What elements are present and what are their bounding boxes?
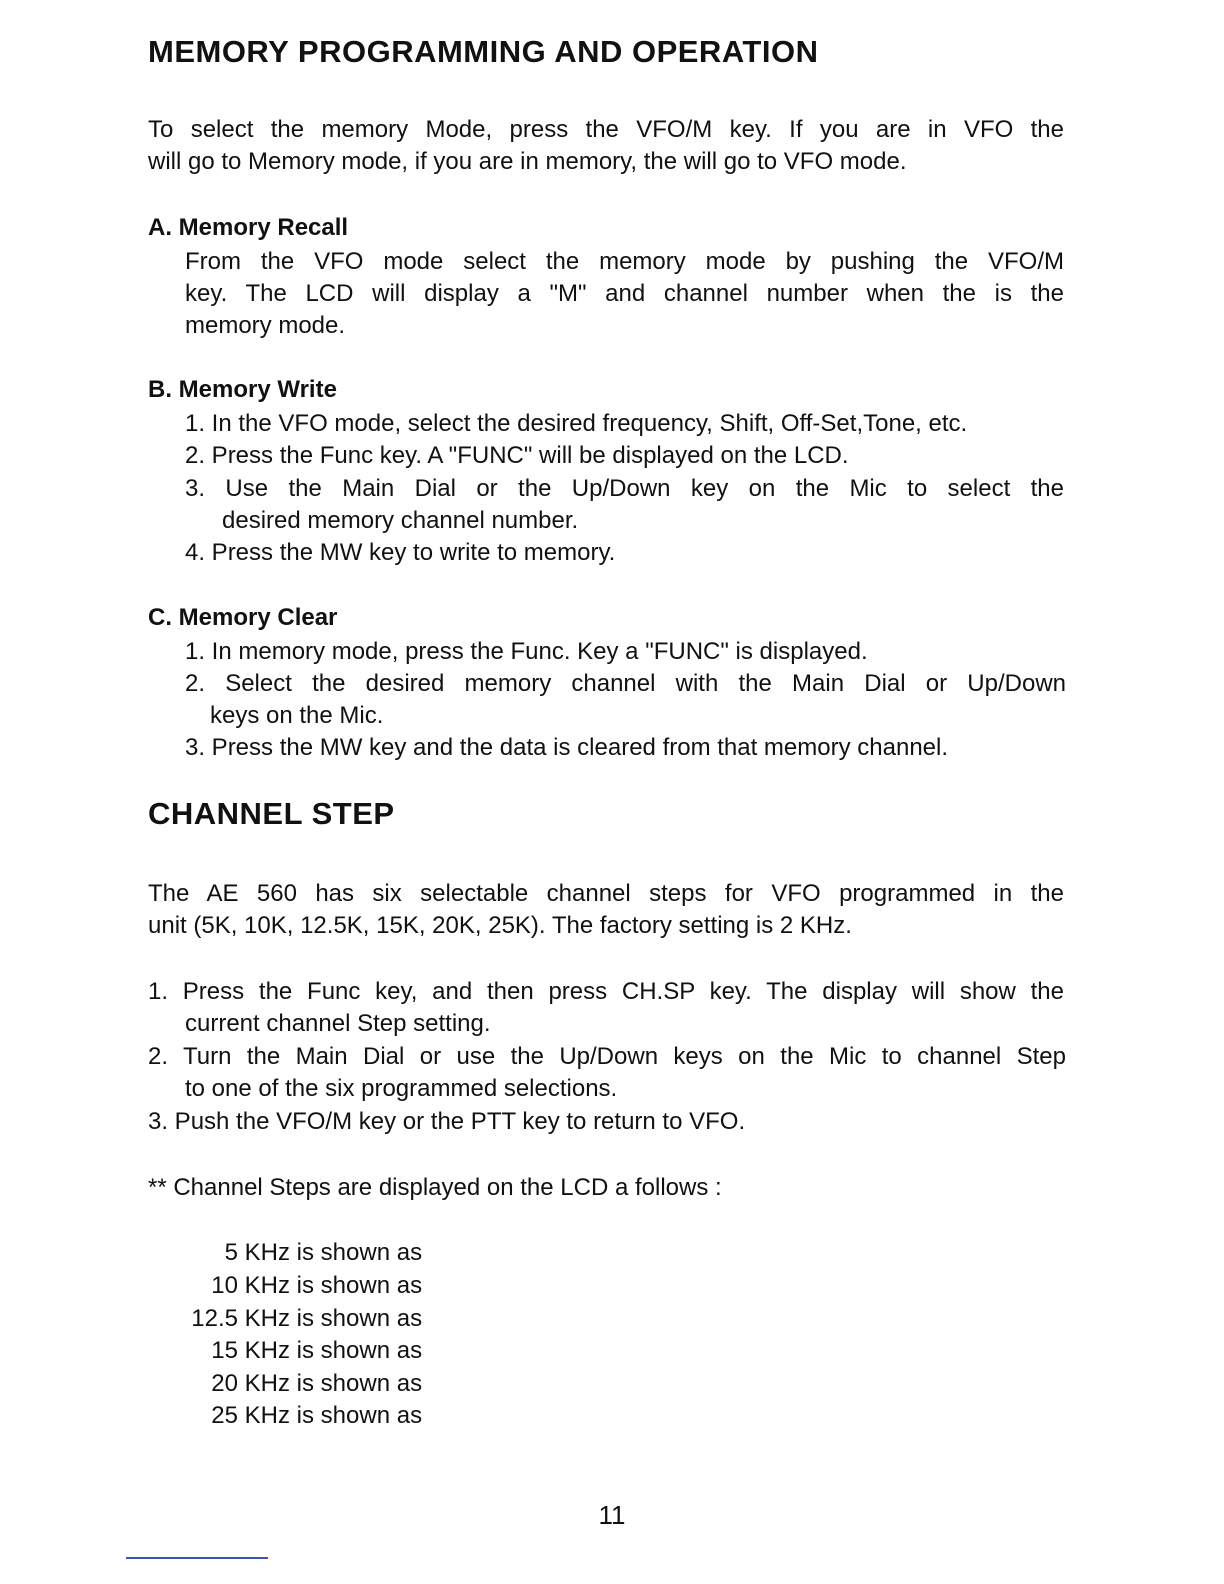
step-value: 20: [211, 1370, 238, 1397]
step-text: KHz is shown as: [244, 1272, 423, 1299]
step-text: KHz is shown as: [244, 1337, 423, 1364]
step-value: 15: [211, 1337, 238, 1364]
memory-write-step-3: 3. Use the Main Dial or the Up/Down key on the Mic to select the: [185, 475, 1064, 502]
step-value: 10: [211, 1272, 238, 1299]
channel-step-instruction-1-cont: current channel Step setting.: [185, 1010, 491, 1037]
step-text: KHz is shown as: [244, 1239, 423, 1266]
memory-clear-heading: C. Memory Clear: [148, 604, 338, 631]
memory-recall-line-3: memory mode.: [185, 312, 346, 339]
memory-write-step-4: 4. Press the MW key to write to memory.: [185, 539, 616, 566]
memory-clear-step-3: 3. Press the MW key and the data is cleared from that memory channel.: [185, 734, 949, 761]
channel-step-intro-line-1: The AE 560 has six selectable channel steps for VFO programmed in the: [148, 880, 1064, 907]
memory-intro-line-1: To select the memory Mode, press the VFO/M key. If you are in VFO the: [148, 116, 1064, 143]
step-value: 25: [211, 1402, 238, 1429]
page-number: 11: [598, 1500, 626, 1530]
channel-step-title: CHANNEL STEP: [148, 796, 395, 831]
memory-intro-line-2: will go to Memory mode, if you are in memory, the will go to VFO mode.: [148, 148, 907, 175]
step-table-row: [152, 1368, 422, 1400]
channel-step-note: ** Channel Steps are displayed on the LCD a follows :: [148, 1174, 722, 1201]
memory-recall-heading: A. Memory Recall: [148, 214, 349, 241]
memory-write-step-3-cont: desired memory channel number.: [222, 507, 579, 534]
channel-step-instruction-3: 3. Push the VFO/M key or the PTT key to return to VFO.: [148, 1108, 746, 1135]
memory-write-heading: B. Memory Write: [148, 376, 337, 403]
step-value: 5: [224, 1239, 238, 1266]
memory-recall-line-2: key. The LCD will display a "M" and channel number when the is the: [185, 280, 1064, 307]
channel-step-intro-line-2: unit (5K, 10K, 12.5K, 15K, 20K, 25K). The factory setting is 2 KHz.: [148, 912, 852, 939]
step-table-row: [152, 1335, 422, 1367]
memory-write-step-1: 1. In the VFO mode, select the desired frequency, Shift, Off-Set,Tone, etc.: [185, 410, 968, 437]
step-text: KHz is shown as: [244, 1305, 423, 1332]
channel-step-instruction-1: 1. Press the Func key, and then press CH.SP key. The display will show the: [148, 978, 1064, 1005]
memory-section-title: MEMORY PROGRAMMING AND OPERATION: [148, 34, 819, 69]
memory-clear-step-1: 1. In memory mode, press the Func. Key a "FUNC" is displayed.: [185, 638, 868, 665]
memory-clear-step-2-cont: keys on the Mic.: [210, 702, 384, 729]
memory-clear-step-2: 2. Select the desired memory channel with the Main Dial or Up/Down: [185, 670, 1066, 697]
channel-step-instruction-2: 2. Turn the Main Dial or use the Up/Down keys on the Mic to channel Step: [148, 1043, 1066, 1070]
step-table-row: [152, 1303, 422, 1335]
channel-step-instruction-2-cont: to one of the six programmed selections.: [185, 1075, 618, 1102]
step-table-row: [152, 1270, 422, 1302]
memory-recall-line-1: From the VFO mode select the memory mode by pushing the VFO/M: [185, 248, 1064, 275]
memory-write-step-2: 2. Press the Func key. A "FUNC" will be displayed on the LCD.: [185, 442, 849, 469]
step-value: 12.5: [191, 1305, 238, 1332]
footer-rule: [126, 1557, 268, 1559]
step-text: KHz is shown as: [244, 1402, 423, 1429]
step-text: KHz is shown as: [244, 1370, 423, 1397]
step-table-row: [152, 1237, 422, 1269]
step-table-row: [152, 1400, 422, 1432]
